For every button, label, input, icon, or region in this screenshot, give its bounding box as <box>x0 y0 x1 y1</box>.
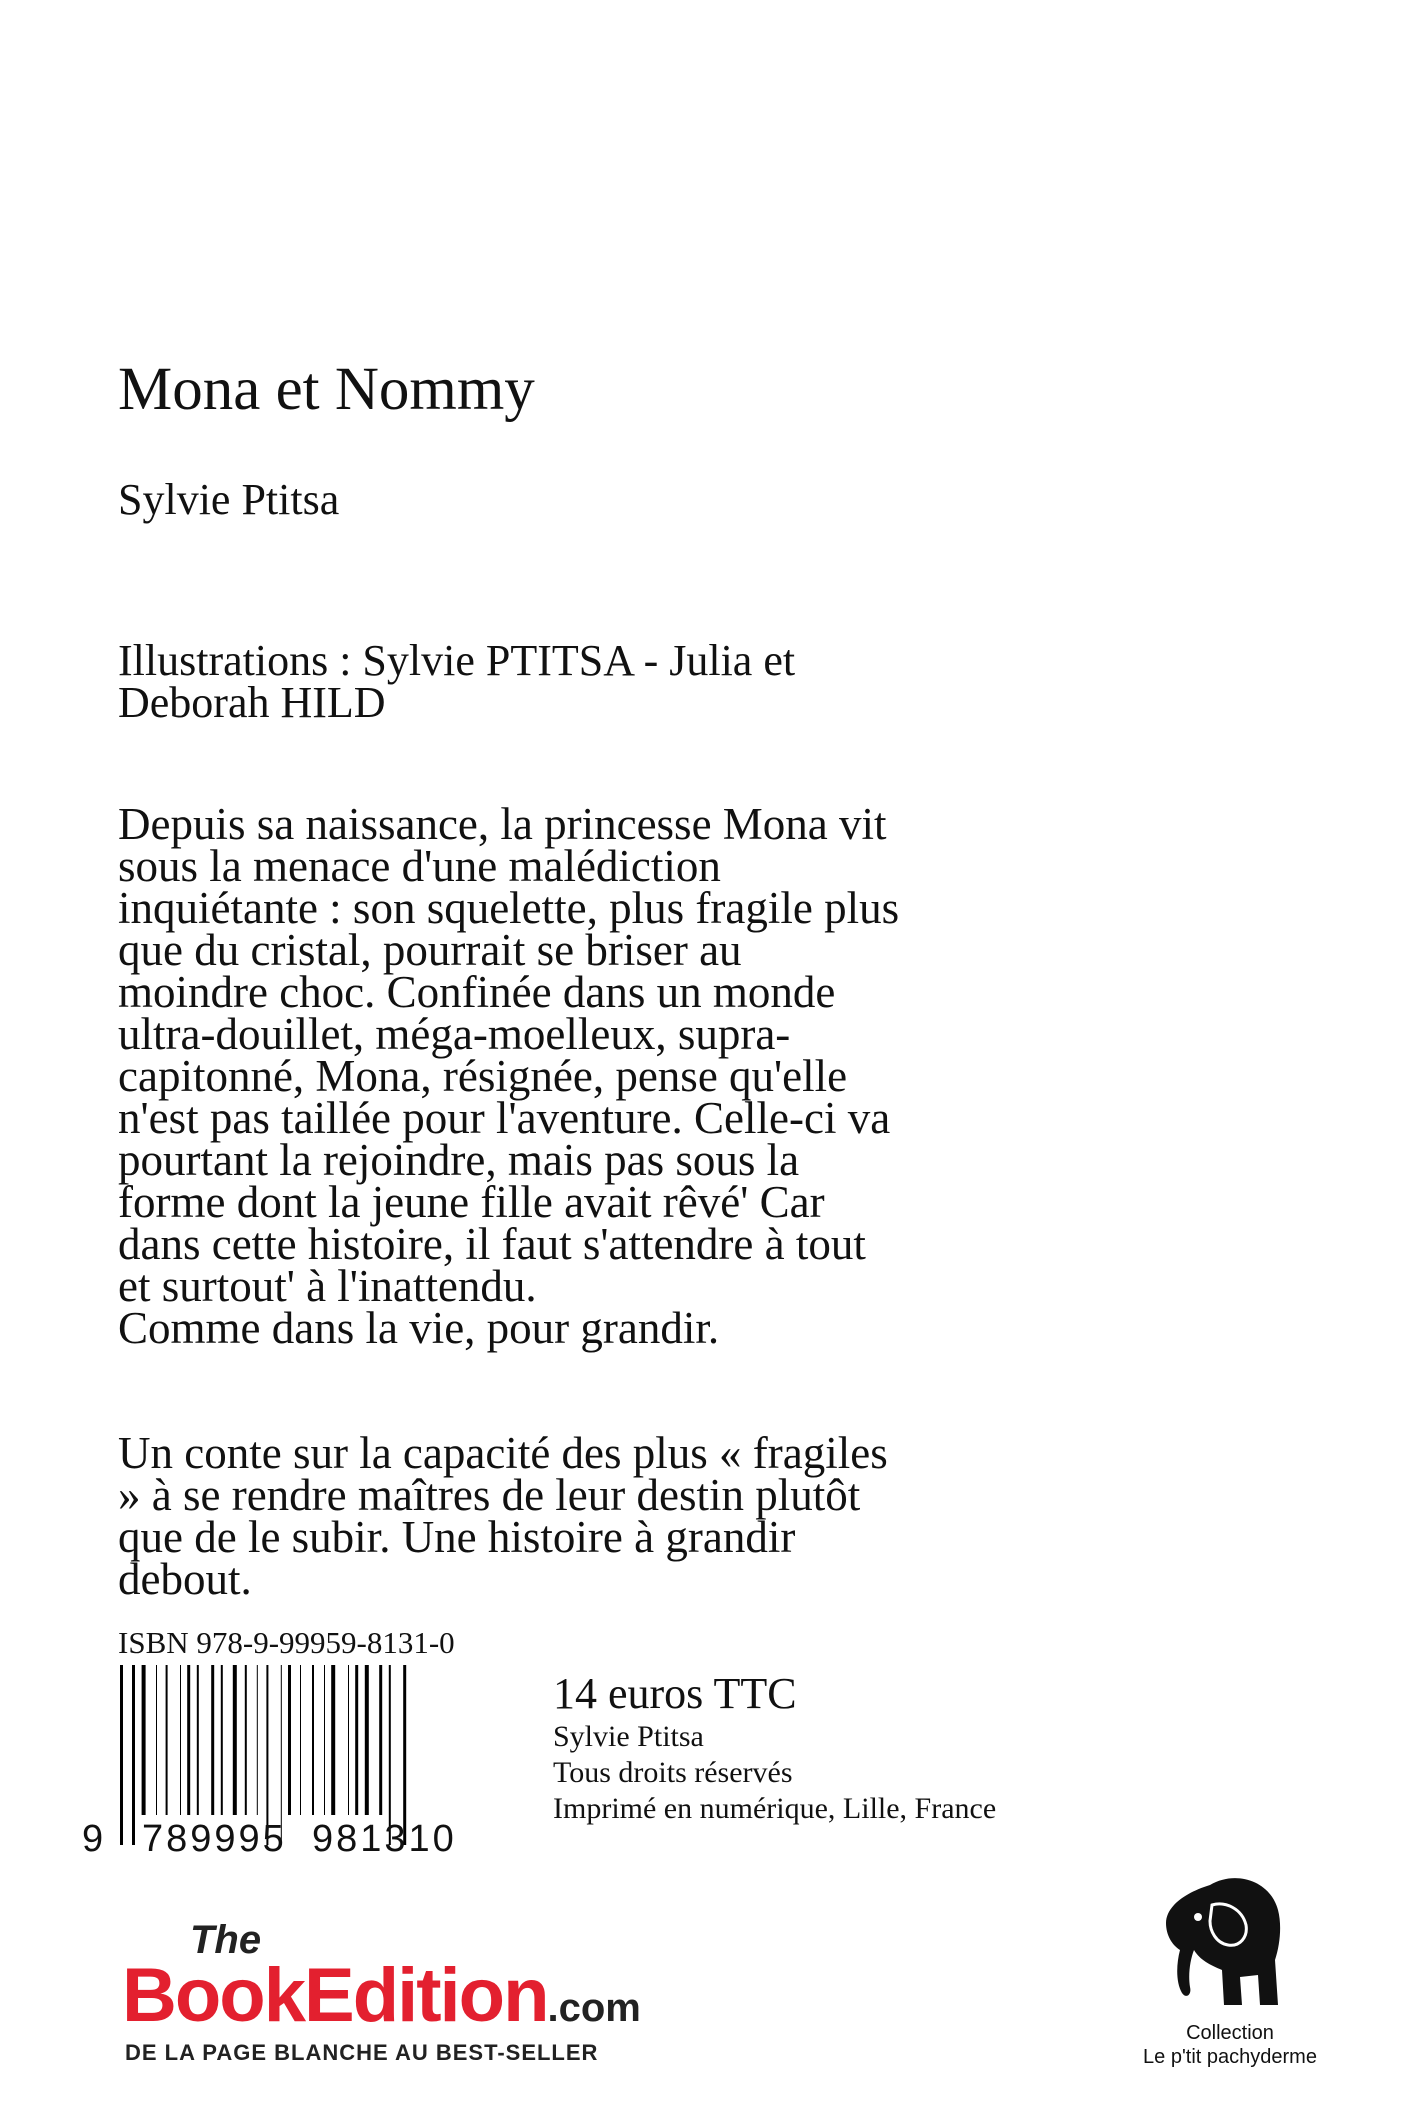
barcode-bar <box>257 1665 258 1815</box>
book-author: Sylvie Ptitsa <box>118 475 340 524</box>
publisher-logo-domain: .com <box>547 1986 641 2030</box>
description-line: sous la menace d'une malédiction <box>118 841 721 891</box>
tagline-line: » à se rendre maîtres de leur destin plutôt <box>118 1470 861 1520</box>
barcode-bar <box>221 1665 223 1815</box>
illustrations-line: Illustrations : Sylvie PTITSA - Julia et <box>118 636 796 685</box>
info-rights: Tous droits réservés <box>553 1756 793 1789</box>
tagline-line: debout. <box>118 1554 252 1604</box>
description-line: capitonné, Mona, résignée, pense qu'elle <box>118 1051 848 1101</box>
info-author: Sylvie Ptitsa <box>553 1720 704 1753</box>
collection-label: Collection <box>1186 2022 1274 2044</box>
barcode-bar <box>365 1665 369 1815</box>
book-tagline <box>118 1428 1098 1604</box>
publisher-logo-name: BookEdition <box>122 1953 548 2038</box>
publisher-tagline: DE LA PAGE BLANCHE AU BEST-SELLER <box>125 2040 599 2065</box>
barcode-bar <box>197 1665 199 1815</box>
barcode-bar <box>312 1665 314 1815</box>
description-line: n'est pas taillée pour l'aventure. Celle-ci va <box>118 1093 891 1143</box>
publisher-logo-the: The <box>190 1918 262 1962</box>
description-line: moindre choc. Confinée dans un monde <box>118 967 836 1017</box>
barcode-bar <box>331 1665 335 1815</box>
book-description <box>118 799 1098 1353</box>
barcode-digits <box>82 1818 492 1861</box>
info-printed: Imprimé en numérique, Lille, France <box>553 1792 997 1825</box>
barcode-bar <box>355 1665 358 1815</box>
barcode-bar <box>166 1665 168 1815</box>
barcode-digit-group1: 789995 <box>142 1818 287 1860</box>
barcode-bar <box>211 1665 214 1815</box>
barcode-bar <box>187 1665 190 1815</box>
description-line: Comme dans la vie, pour grandir. <box>118 1303 720 1353</box>
collection-name: Le p'tit pachyderme <box>1143 2046 1317 2068</box>
book-title: Mona et Nommy <box>118 356 535 423</box>
illustrations-line: Deborah HILD <box>118 678 386 727</box>
description-line: et surtout' à l'inattendu. <box>118 1261 537 1311</box>
description-line: pourtant la rejoindre, mais pas sous la <box>118 1135 800 1185</box>
barcode-bar <box>233 1665 237 1815</box>
barcode-digit-first: 9 <box>82 1818 107 1860</box>
price-label: 14 euros TTC <box>553 1669 797 1718</box>
barcode-bar <box>156 1665 157 1815</box>
description-line: forme dont la jeune fille avait rêvé' Car <box>118 1177 825 1227</box>
barcode-digit-group2: 981310 <box>312 1818 457 1860</box>
illustrations-credit <box>118 636 1098 727</box>
barcode-bar <box>379 1665 382 1815</box>
barcode-bar <box>180 1665 181 1815</box>
description-line: Depuis sa naissance, la princesse Mona vit <box>118 799 887 849</box>
isbn-label: ISBN 978-9-99959-8131-0 <box>118 1625 455 1660</box>
description-line: que du cristal, pourrait se briser au <box>118 925 742 975</box>
description-line: inquiétante : son squelette, plus fragile plus <box>118 883 900 933</box>
elephant-icon <box>1150 1865 1290 2015</box>
barcode-bar <box>142 1665 146 1815</box>
tagline-line: Un conte sur la capacité des plus « fragiles <box>118 1428 888 1478</box>
publisher-logo <box>122 1952 641 2039</box>
tagline-line: que de le subir. Une histoire à grandir <box>118 1512 796 1562</box>
barcode-bar <box>288 1665 291 1815</box>
description-line: dans cette histoire, il faut s'attendre à tout <box>118 1219 866 1269</box>
barcode-bar <box>300 1665 301 1815</box>
barcode-bar <box>245 1665 247 1815</box>
barcode-bar <box>324 1665 325 1815</box>
description-line: ultra-douillet, méga-moelleux, supra- <box>118 1009 791 1059</box>
barcode-bar <box>348 1665 349 1815</box>
